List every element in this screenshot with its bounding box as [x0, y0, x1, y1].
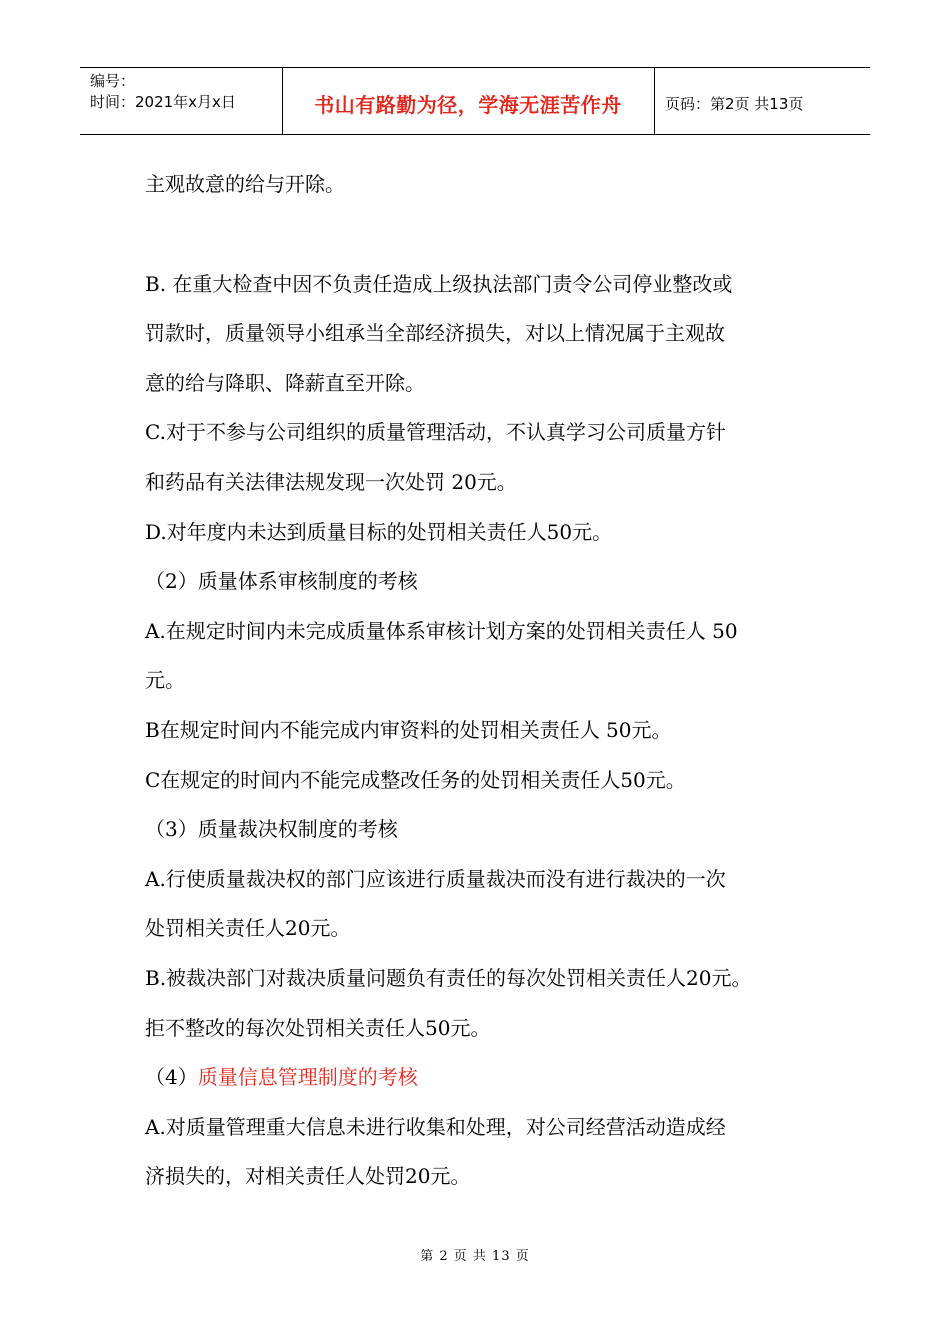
body-line: B在规定时间内不能完成内审资料的处罚相关责任人 50元。: [145, 717, 672, 742]
body-line: D.对年度内未达到质量目标的处罚相关责任人50元。: [145, 519, 613, 544]
header-motto: 书山有路勤为径，学海无涯苦作舟: [314, 92, 622, 117]
body-line: C.对于不参与公司组织的质量管理活动，不认真学习公司质量方针: [145, 420, 726, 445]
section-heading: （3）质量裁决权制度的考核: [145, 817, 398, 842]
body-line: C在规定的时间内不能完成整改任务的处罚相关责任人50元。: [145, 767, 686, 792]
section-heading: （2）质量体系审核制度的考核: [145, 569, 418, 594]
header-page-number: 页码：第2页 共13页: [665, 94, 804, 113]
header-meta: [90, 71, 236, 113]
paragraph-gap: [145, 210, 825, 260]
body-line: A.行使质量裁决权的部门应该进行质量裁决而没有进行裁决的一次: [145, 866, 726, 891]
body-line: 罚款时，质量领导小组承当全部经济损失，对以上情况属于主观故: [145, 321, 725, 346]
body-line: 意的给与降职、降薪直至开除。: [145, 370, 425, 395]
document-body: [145, 160, 825, 1202]
body-line: 和药品有关法律法规发现一次处罚 20元。: [145, 469, 517, 494]
body-line: B.被裁决部门对裁决质量问题负有责任的每次处罚相关责任人20元。: [145, 965, 752, 990]
body-line: 拒不整改的每次处罚相关责任人50元。: [145, 1015, 491, 1040]
section-number: （4）: [145, 1065, 198, 1090]
section-title-highlighted: 质量信息管理制度的考核: [197, 1065, 418, 1090]
body-line: 元。: [145, 668, 185, 693]
page-header: [80, 67, 870, 135]
section-heading: [145, 1053, 825, 1103]
document-number-label: 编号：: [90, 72, 136, 90]
body-line: 处罚相关责任人20元。: [145, 916, 351, 941]
body-line: A.对质量管理重大信息未进行收集和处理，对公司经营活动造成经: [145, 1114, 726, 1139]
body-line: 济损失的，对相关责任人处罚20元。: [145, 1164, 471, 1189]
page-footer: 第 2 页 共 13 页: [420, 1249, 530, 1264]
header-divider-right: [654, 68, 655, 134]
body-line: A.在规定时间内未完成质量体系审核计划方案的处罚相关责任人 50: [145, 618, 738, 643]
document-date: 时间：2021年x月x日: [90, 93, 236, 111]
body-line: B. 在重大检查中因不负责任造成上级执法部门责令公司停业整改或: [145, 271, 733, 296]
body-line: 主观故意的给与开除。: [145, 172, 345, 196]
